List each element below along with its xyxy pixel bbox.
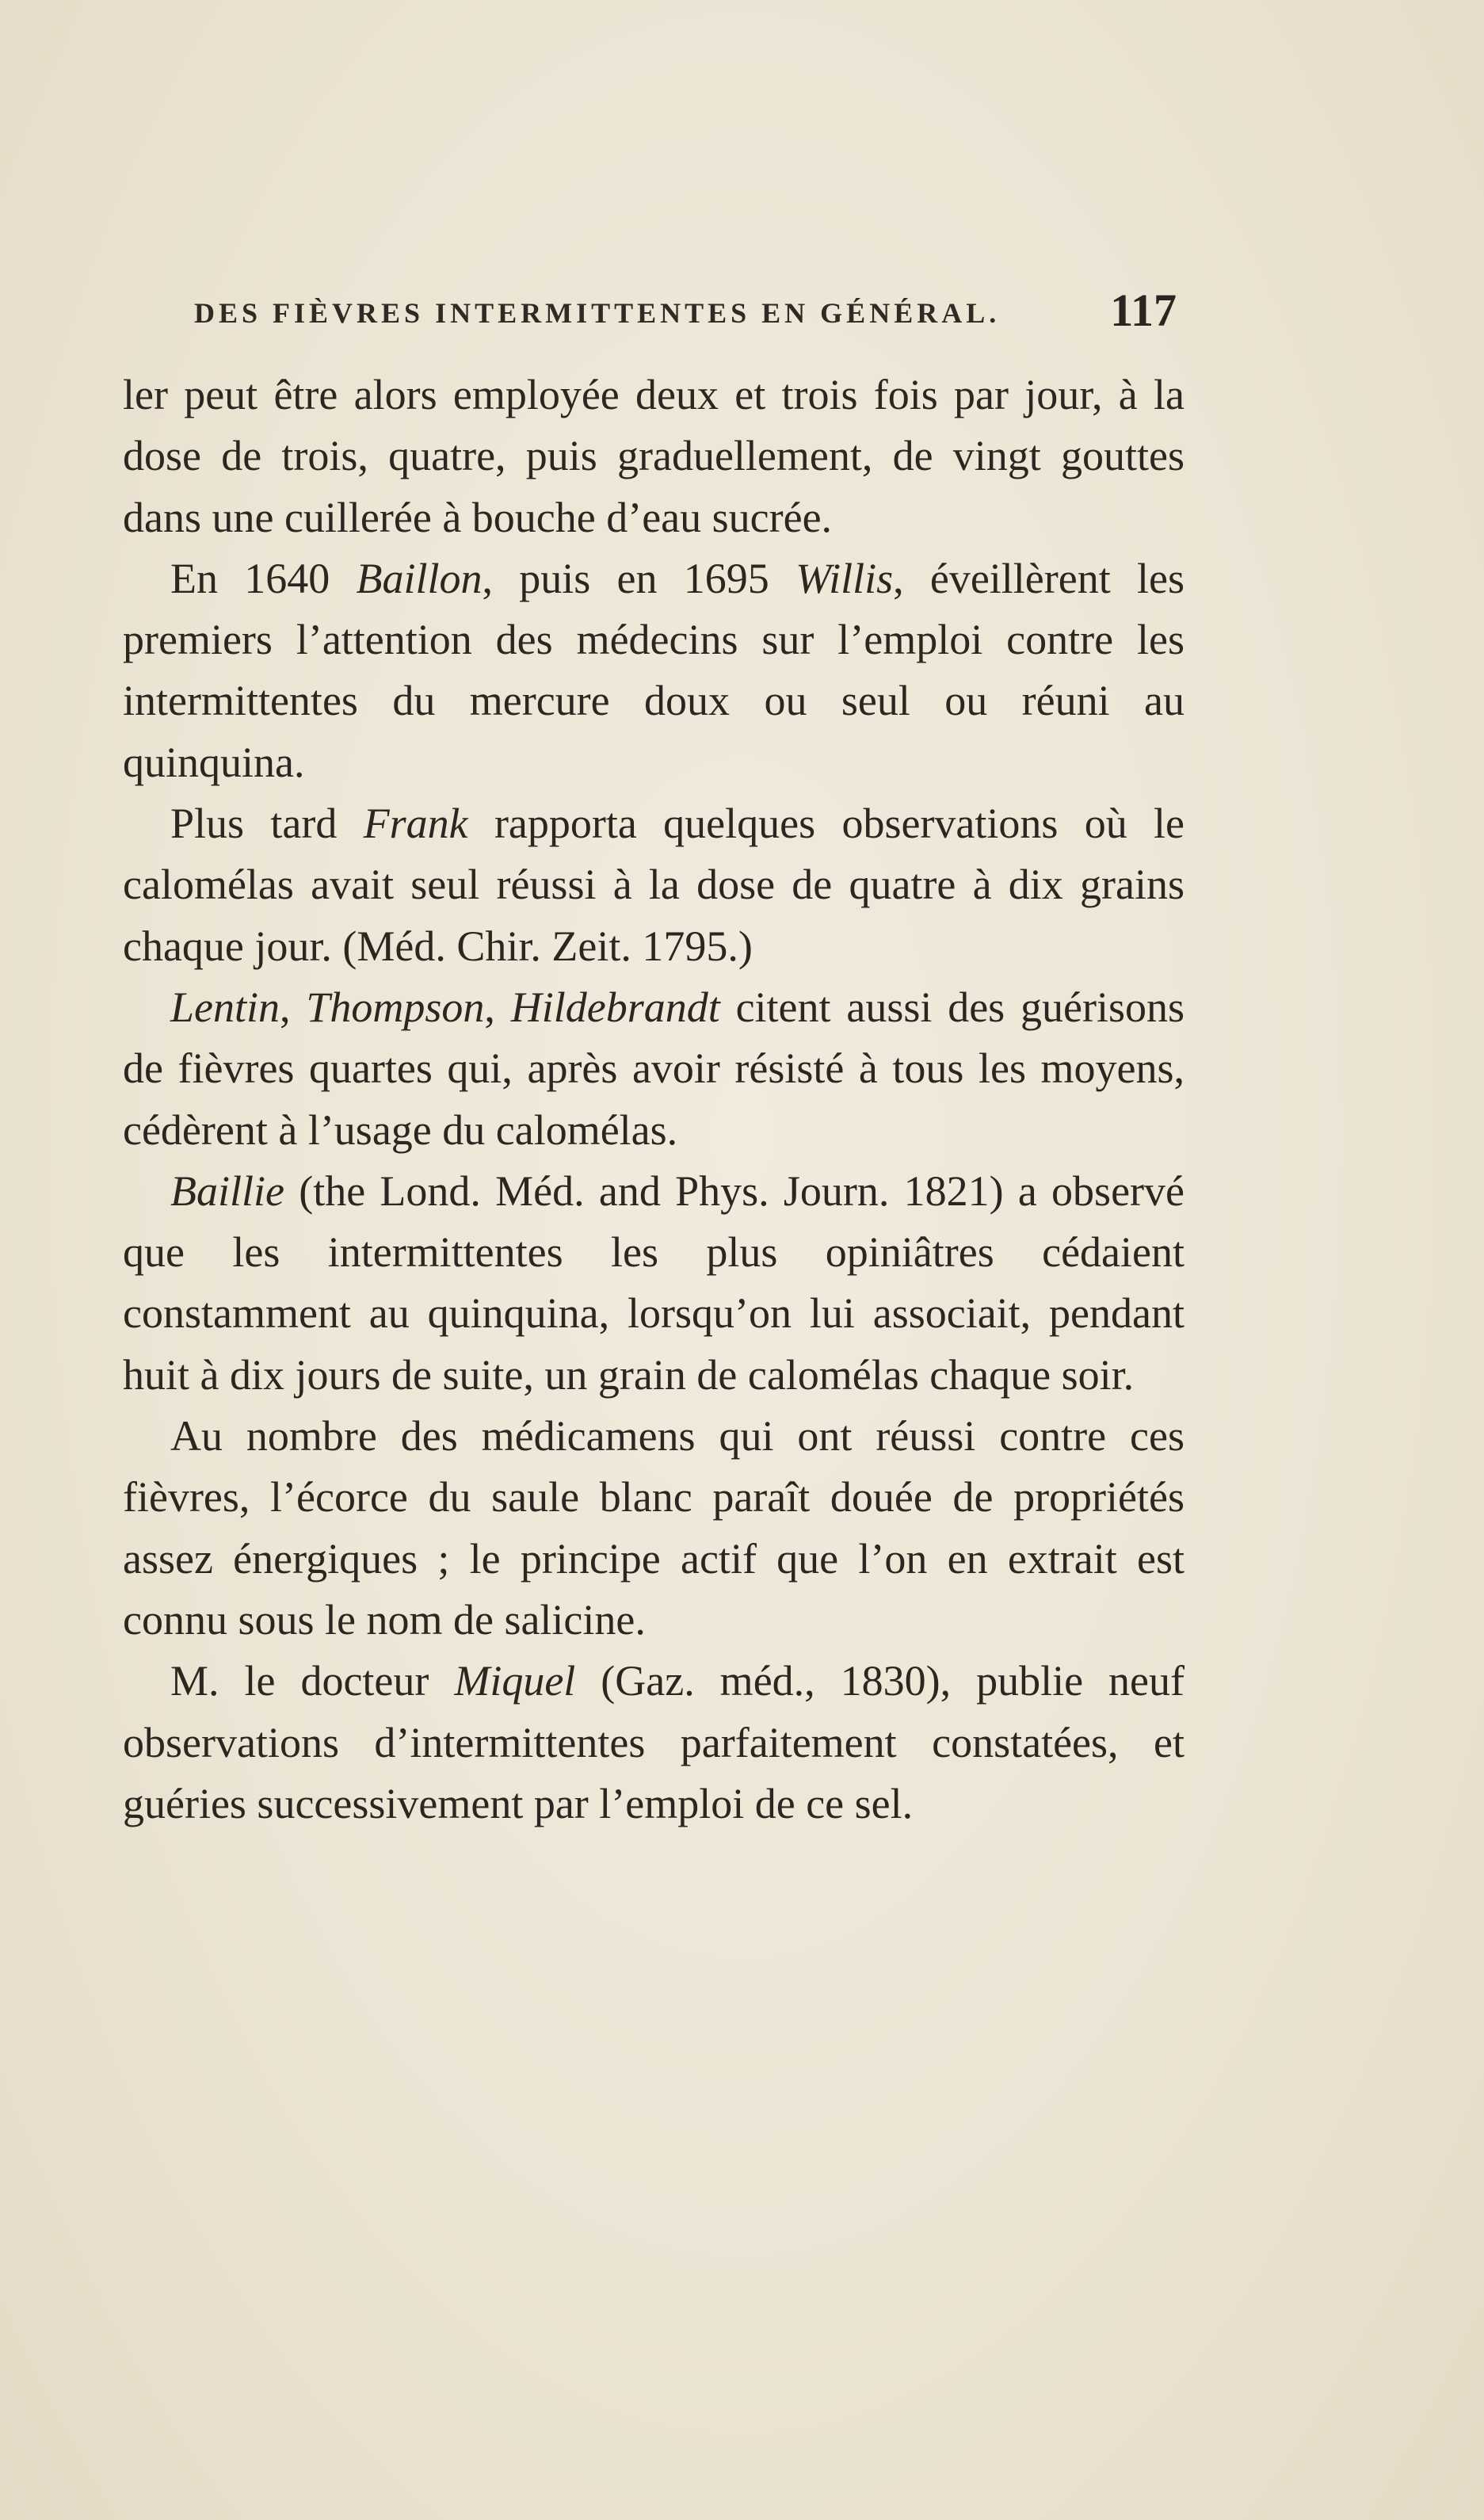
paragraph: [123, 1161, 1185, 1406]
italic-name: Hildebrandt: [510, 983, 720, 1031]
italic-name: Willis: [795, 554, 894, 602]
text-segment: , puis en 1695: [482, 554, 796, 602]
italic-name: Lentin: [170, 983, 280, 1031]
text-segment: M. le docteur: [170, 1657, 455, 1705]
paragraph: [123, 548, 1185, 793]
paragraph: [123, 1406, 1185, 1651]
italic-name: Thompson: [306, 983, 485, 1031]
text-segment: , éveillèrent les premiers l’attention des médecins sur l’emploi contre les intermittentes du mercure doux ou seul ou réuni au quinquina.: [123, 554, 1185, 786]
paragraph: [123, 1651, 1185, 1835]
text-segment: citent aussi des guérisons de fièvres quartes qui, après avoir résisté à tous les moyens, cédèrent à l’usage du calomélas.: [123, 983, 1185, 1154]
text-segment: (the Lond. Méd. and Phys. Journ. 1821) a observé que les intermittentes les plus opiniâtres cédaient constamment au quinquina, lorsqu’on lui associait, pendant huit à dix jours de suite, un grain de calomélas chaque soir.: [123, 1166, 1185, 1399]
italic-name: Baillie: [170, 1166, 284, 1215]
text-segment: ,: [280, 983, 307, 1031]
text-segment: Plus tard: [170, 800, 364, 848]
page-number: 117: [1110, 284, 1177, 336]
text-segment: (Gaz. méd., 1830), publie neuf observations d’intermittentes parfaitement constatées, et guéries successivement par l’emploi de ce sel.: [123, 1657, 1185, 1827]
italic-name: Frank: [363, 800, 468, 848]
text-segment: rapporta quelques observations où le calomélas avait seul réussi à la dose de quatre à dix grains chaque jour. (Méd. Chir. Zeit. 1795.): [123, 800, 1185, 970]
paragraph: [123, 793, 1185, 977]
paragraph: [123, 977, 1185, 1161]
italic-name: Baillon: [356, 554, 483, 602]
running-title: DES FIÈVRES INTERMITTENTES EN GÉNÉRAL.: [194, 297, 1001, 329]
italic-name: Miquel: [454, 1657, 576, 1705]
body-text: [123, 365, 1185, 1835]
text-segment: ler peut être alors employée deux et trois fois par jour, à la dose de trois, quatre, puis graduellement, de vingt gouttes dans une cuillerée à bouche d’eau sucrée.: [123, 371, 1185, 541]
page-header: [194, 284, 1177, 339]
text-segment: En 1640: [170, 554, 357, 602]
paragraph: [123, 365, 1185, 548]
text-segment: ,: [484, 983, 511, 1031]
text-segment: Au nombre des médicamens qui ont réussi contre ces fièvres, l’écorce du saule blanc paraît douée de propriétés assez énergiques ; le principe actif que l’on en extrait est connu sous le nom de salicine.: [123, 1412, 1185, 1644]
